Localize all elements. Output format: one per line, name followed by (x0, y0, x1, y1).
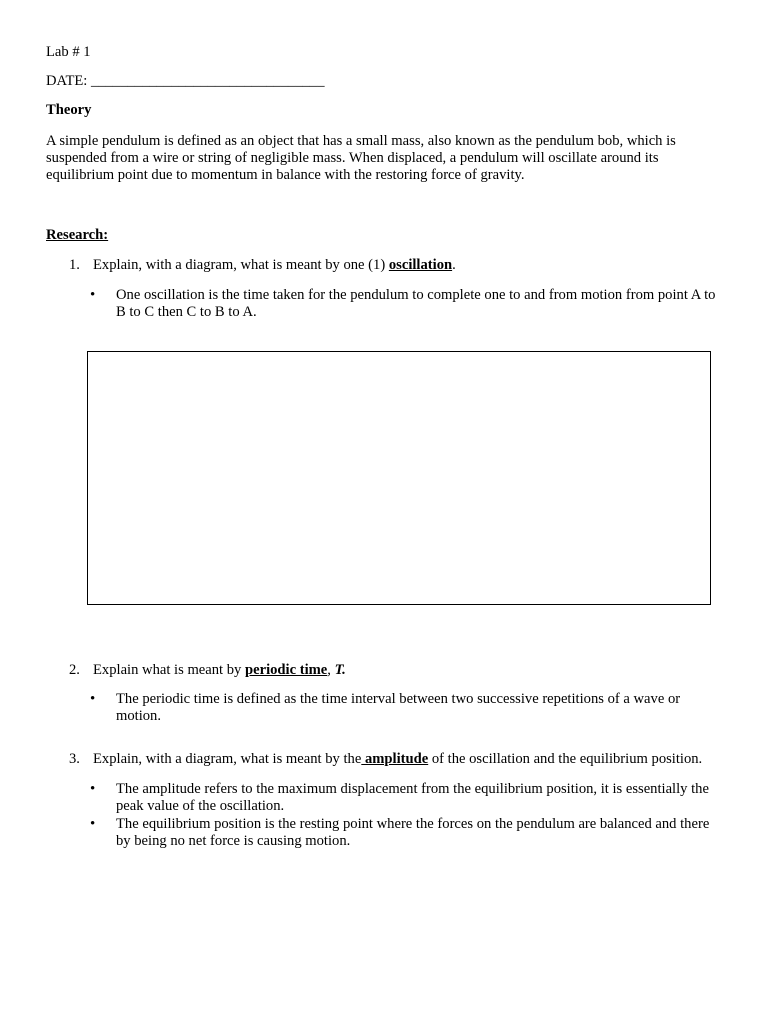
bullet-icon: • (90, 781, 96, 797)
question-1-post: . (452, 257, 456, 273)
answer-3-bullet-1: The amplitude refers to the maximum displacement from the equilibrium position, it is essentially the peak value of the oscillation. (116, 781, 709, 814)
term-periodic-time: periodic time (245, 662, 328, 678)
question-2-number: 2. (69, 662, 80, 678)
question-1-text (93, 257, 718, 274)
date-line (46, 73, 325, 90)
bullet-icon: • (90, 691, 96, 707)
question-1-number: 1. (69, 257, 80, 273)
question-2-mid: , (327, 662, 335, 678)
date-label: DATE: (46, 73, 91, 89)
term-oscillation: oscillation (388, 257, 453, 273)
diagram-box (87, 351, 711, 605)
question-3-pre: Explain, with a diagram, what is meant by the (93, 751, 362, 767)
term-amplitude: amplitude (361, 751, 429, 767)
lab-number: Lab # 1 (46, 44, 91, 60)
question-3-post: of the oscillation and the equilibrium position. (428, 751, 703, 767)
answer-2-bullet-1: The periodic time is defined as the time interval between two successive repetitions of a wave or motion. (116, 691, 681, 724)
symbol-t: T. (334, 662, 346, 678)
answer-1-bullet-1: One oscillation is the time taken for the pendulum to complete one to and from motion from point A to B to C then C to B to A. (116, 287, 716, 320)
question-2-text (93, 662, 718, 679)
question-3-text (93, 751, 718, 768)
bullet-icon: • (90, 287, 96, 303)
question-2-pre: Explain what is meant by (93, 662, 245, 678)
theory-heading: Theory (46, 102, 92, 118)
question-1-pre: Explain, with a diagram, what is meant by one (1) (93, 257, 389, 273)
bullet-icon: • (90, 816, 96, 832)
theory-paragraph: A simple pendulum is defined as an object that has a small mass, also known as the pendulum bob, which is suspended from a wire or string of negligible mass. When displaced, a pendulum will oscillate around its equilibrium point due to momentum in balance with the restoring force of gravity. (46, 133, 676, 183)
date-blank: ________________________________ (91, 73, 325, 89)
question-3-number: 3. (69, 751, 80, 767)
answer-3-bullet-2: The equilibrium position is the resting point where the forces on the pendulum are balanced and there by being no net force is causing motion. (116, 816, 710, 849)
research-heading: Research: (46, 227, 109, 243)
